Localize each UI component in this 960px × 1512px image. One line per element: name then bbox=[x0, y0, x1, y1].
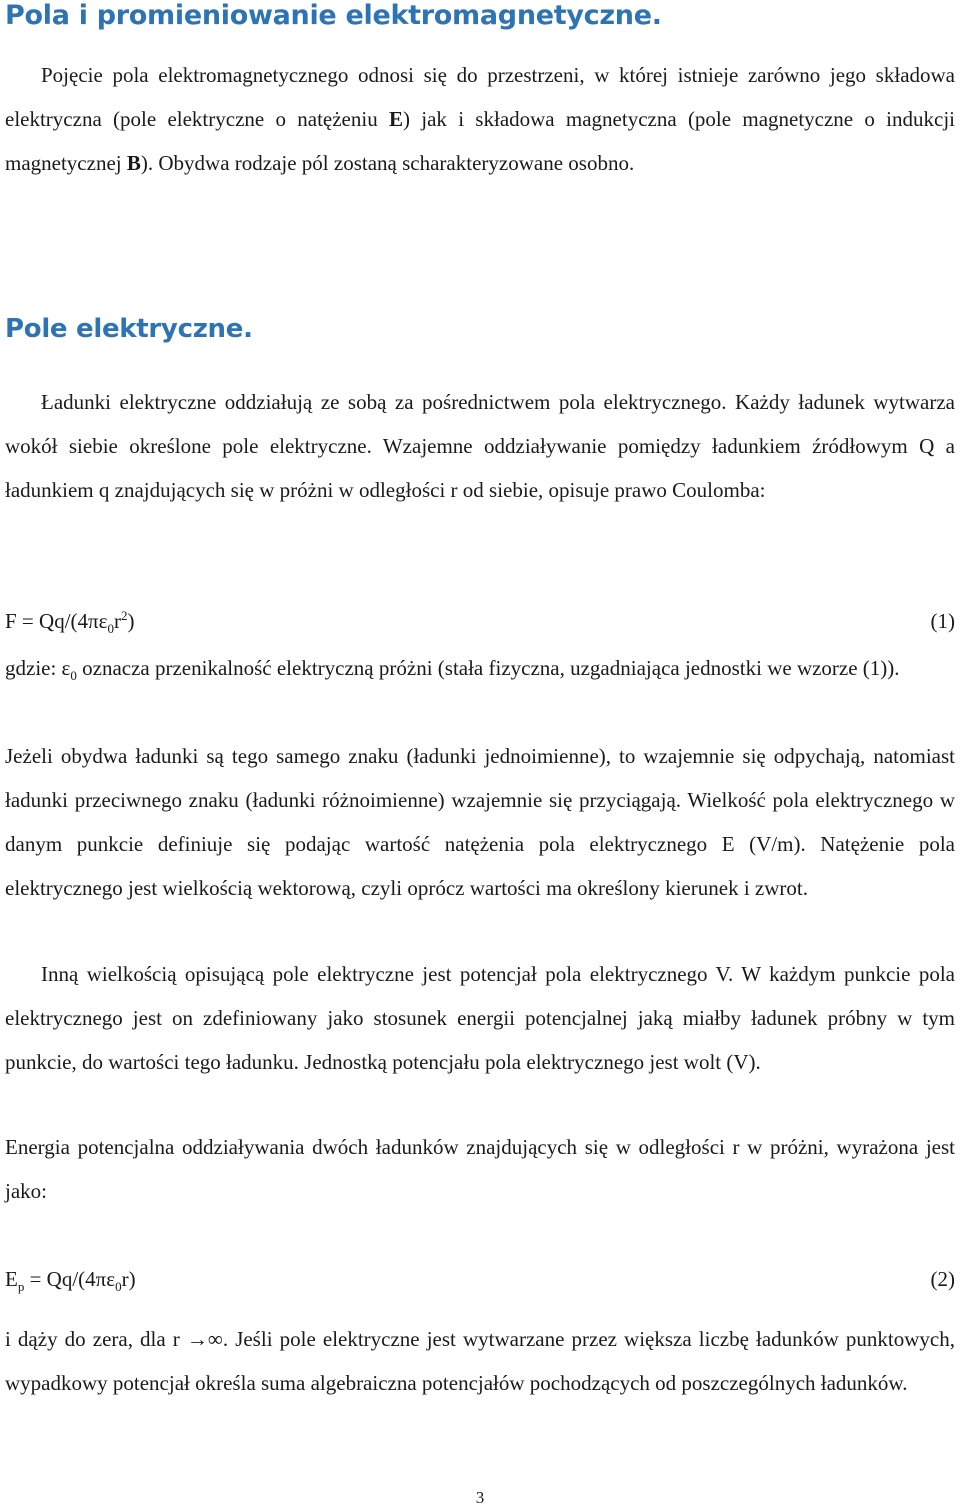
equation-1 bbox=[5, 599, 955, 643]
intro-text-1: Pojęcie pola elektromagnetycznego odnosi się do przestrzeni, w której istnieje zarówno jego składowa elektryczna (pole elektryczne o natężeniu bbox=[5, 63, 955, 131]
symbol-E: E bbox=[389, 107, 404, 131]
paragraph-charges: Ładunki elektryczne oddziałują ze sobą za pośrednictwem pola elektrycznego. Każdy ładunek wytwarza wokół siebie określone pole elektryczne. Wzajemne oddziaływanie pomiędzy ładunkiem źródłowym Q a ładunkiem q znajdujących się w próżni w odległości r od siebie, opisuje prawo Coulomba: bbox=[5, 390, 955, 502]
equation-2 bbox=[5, 1257, 955, 1301]
paragraph-potential: Inną wielkością opisującą pole elektryczne jest potencjał pola elektrycznego V. W każdym punkcie pola elektrycznego jest on zdefiniowany jako stosunek energii potencjalnej jaką miałby ładunek próbny w tym punkcie, do wartości tego ładunku. Jednostką potencjału pola elektrycznego jest wolt (V). bbox=[5, 962, 955, 1074]
paragraph-charge-signs: Jeżeli obydwa ładunki są tego samego znaku (ładunki jednoimienne), to wzajemnie się odpychają, natomiast ładunki przeciwnego znaku (ładunki różnoimienne) wzajemnie się przyciągają. Wielkość pola elektrycznego w danym punkcie definiuje się podając wartość natężenia pola elektrycznego E (V/m). Natężenie pola elektrycznego jest wielkością wektorową, czyli oprócz wartości ma określony kierunek i zwrot. bbox=[5, 744, 955, 900]
equation-1-number: (1) bbox=[930, 609, 955, 633]
symbol-B: B bbox=[126, 151, 141, 175]
section-title: Pole elektryczne. bbox=[5, 314, 253, 344]
paragraph-limit: i dąży do zera, dla r →∞. Jeśli pole elektryczne jest wytwarzane przez większa liczbę ładunków punktowych, wypadkowy potencjał określa suma algebraiczna potencjałów pochodzących od poszczególnych ładunków. bbox=[5, 1327, 955, 1395]
equation-1-formula: $F = Qq/(4\pi\varepsilon_0r^2)$ bbox=[5, 608, 135, 637]
paragraph-where: gdzie: $\varepsilon_0$ oznacza przenikalność elektryczną próżni (stała fizyczna, uzgadniająca jednostki we wzorze (1)). bbox=[5, 656, 900, 684]
page-number: 3 bbox=[475, 1488, 485, 1507]
intro-paragraph bbox=[5, 53, 955, 185]
page-title: Pola i promieniowanie elektromagnetyczne. bbox=[5, 0, 662, 31]
intro-text-3: ). Obydwa rodzaje pól zostaną scharakteryzowane osobno. bbox=[140, 151, 635, 175]
paragraph-energy: Energia potencjalna oddziaływania dwóch ładunków znajdujących się w odległości r w próżni, wyrażona jest jako: bbox=[5, 1135, 955, 1203]
equation-2-number: (2) bbox=[930, 1267, 955, 1291]
intro-text-2: ) jak i składowa magnetyczna (pole magnetyczne o indukcji magnetycznej bbox=[5, 107, 955, 175]
equation-2-formula: $E_p = Qq/(4\pi\varepsilon_0r)$ bbox=[5, 1267, 136, 1295]
